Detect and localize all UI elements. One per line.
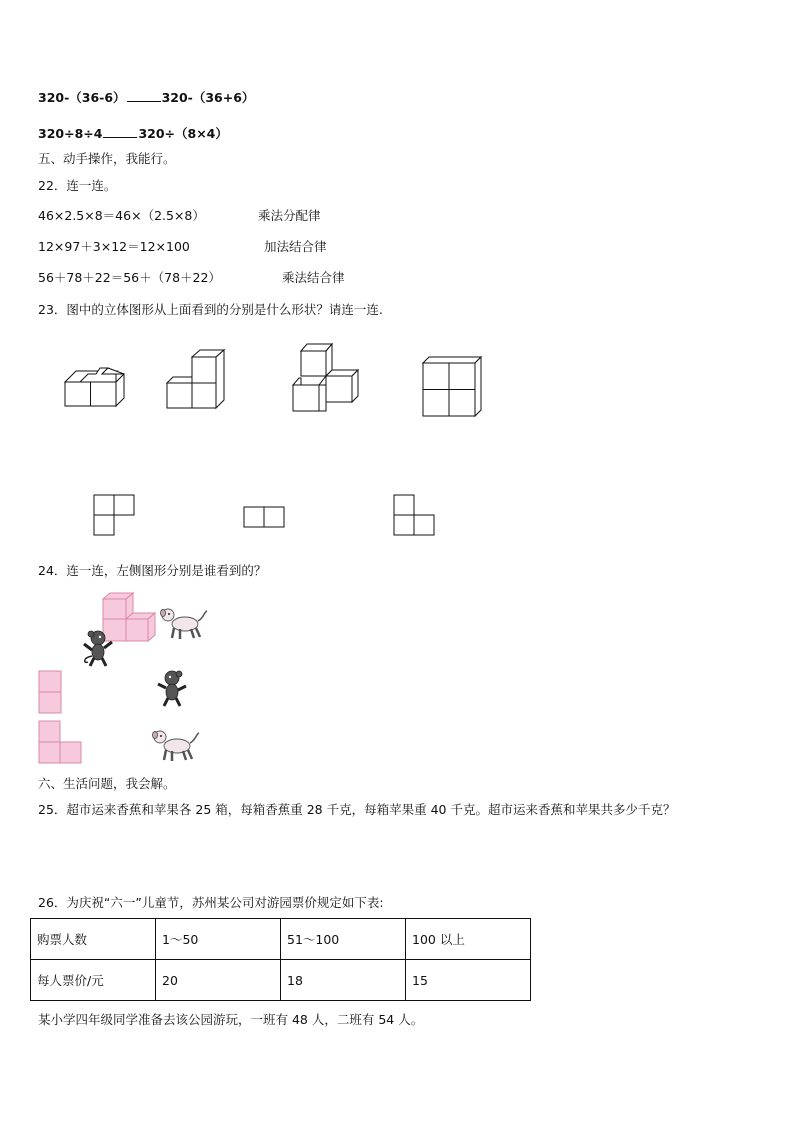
q24-view-shape-2[interactable]: [38, 720, 84, 766]
q23-solid-figure-3[interactable]: [290, 342, 364, 414]
q24-view-shape-1[interactable]: [38, 670, 64, 716]
table-cell: 15: [406, 960, 531, 1001]
q22-equation-2[interactable]: 12×97＋3×12＝12×100: [38, 239, 190, 254]
q23-solid-figure-4[interactable]: [420, 355, 486, 421]
table-cell: 51～100: [281, 919, 406, 960]
q23-top-view-3[interactable]: [393, 494, 437, 538]
q23-top-view-2[interactable]: [243, 506, 287, 530]
monkey-icon[interactable]: [80, 628, 118, 668]
q22-equation-3[interactable]: 56＋78＋22＝56＋（78＋22）: [38, 270, 221, 285]
dog-icon[interactable]: [158, 604, 208, 642]
compare-line-1: [38, 89, 254, 106]
table-cell: 100 以上: [406, 919, 531, 960]
table-cell: 18: [281, 960, 406, 1001]
section-5-title: 五、动手操作，我能行。: [38, 151, 176, 166]
compare-line-2: [38, 125, 228, 142]
dog-icon[interactable]: [150, 726, 200, 764]
q23-title: 23．图中的立体图形从上面看到的分别是什么形状？请连一连.: [38, 302, 383, 317]
q25-title: 25．超市运来香蕉和苹果各 25 箱，每箱香蕉重 28 千克，每箱苹果重 40 千克。超市运来香蕉和苹果共多少千克？: [38, 802, 676, 817]
monkey-icon[interactable]: [152, 668, 190, 708]
ticket-price-table: [30, 918, 531, 1001]
q26-title: 26．为庆祝“六一”儿童节，苏州某公司对游园票价规定如下表:: [38, 895, 384, 910]
answer-blank-2[interactable]: [103, 125, 137, 138]
q22-law-1[interactable]: 乘法分配律: [258, 208, 321, 223]
q24-title: 24．连一连，左侧图形分别是谁看到的？: [38, 563, 267, 578]
table-cell: 购票人数: [31, 919, 156, 960]
answer-blank-1[interactable]: [127, 89, 161, 102]
compare-left-1: 320-（36-6）: [38, 90, 126, 105]
table-row: [31, 960, 531, 1001]
compare-left-2: 320÷8÷4: [38, 126, 103, 141]
q22-title: 22．连一连。: [38, 178, 117, 193]
section-6-title: 六、生活问题，我会解。: [38, 776, 176, 791]
q23-solid-figure-1[interactable]: [60, 360, 130, 410]
table-cell: 1～50: [156, 919, 281, 960]
compare-right-1: 320-（36+6）: [161, 90, 255, 105]
q22-law-3[interactable]: 乘法结合律: [282, 270, 345, 285]
table-cell: 每人票价/元: [31, 960, 156, 1001]
q23-solid-figure-2[interactable]: [162, 348, 232, 412]
q23-top-view-1[interactable]: [93, 494, 137, 538]
table-cell: 20: [156, 960, 281, 1001]
q22-equation-1[interactable]: 46×2.5×8＝46×（2.5×8）: [38, 208, 205, 223]
compare-right-2: 320÷（8×4）: [138, 126, 228, 141]
q26-footer: 某小学四年级同学准备去该公园游玩，一班有 48 人，二班有 54 人。: [38, 1012, 424, 1027]
table-row: [31, 919, 531, 960]
q22-law-2[interactable]: 加法结合律: [264, 239, 327, 254]
